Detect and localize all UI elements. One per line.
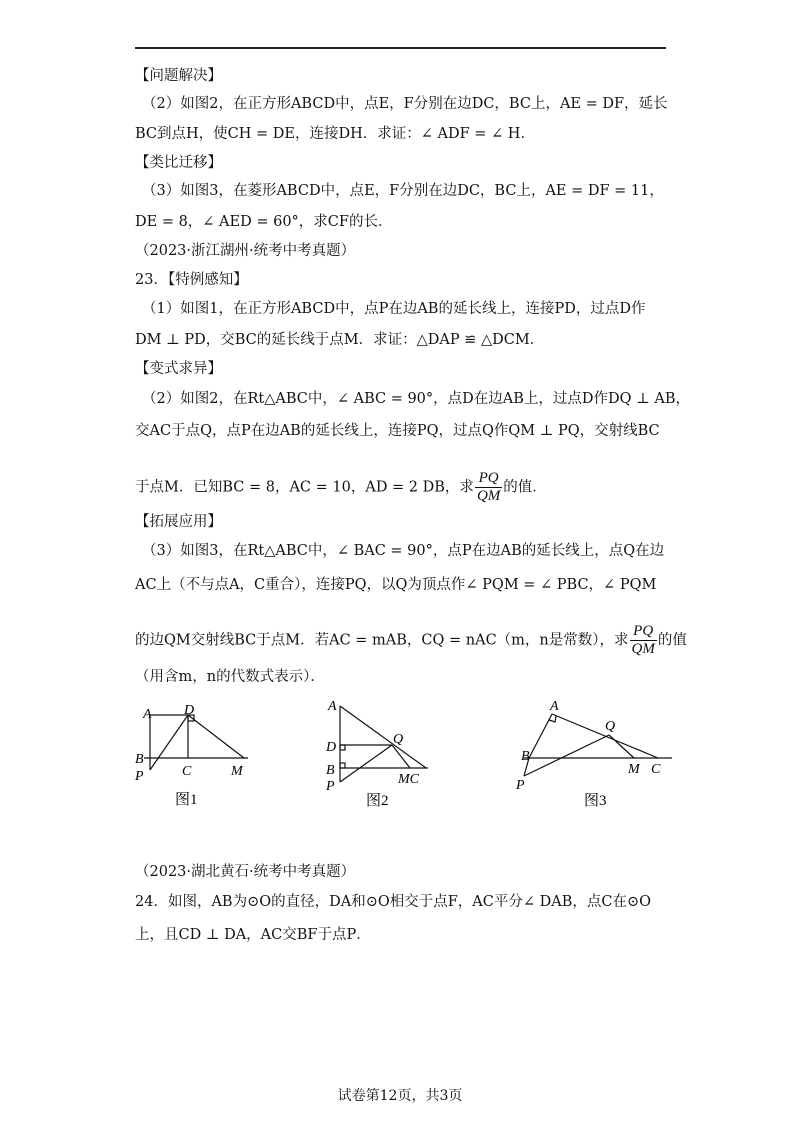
fig1-label-m: M [231, 764, 243, 779]
question-line: （3）如图3，在Rt△ABC中，∠ BAC = 90°，点P在边AB的延长线上，点Q在边 [142, 543, 665, 559]
question-line: （3）如图3，在菱形ABCD中，点E，F分别在边DC，BC上，AE = DF = 11， [142, 183, 664, 199]
question-line: （2）如图2，在正方形ABCD中，点E，F分别在边DC，BC上，AE = DF，延长 [142, 96, 668, 112]
question-line: （用含m，n的代数式表示）． [135, 669, 325, 685]
fig2-right-angle-b [340, 763, 345, 768]
question-line: （2023·湖北黄石·统考中考真题） [135, 864, 356, 880]
fig3-caption: 图3 [584, 793, 607, 809]
question-line: 【问题解决】 [135, 68, 222, 84]
figure-3 [512, 696, 677, 813]
question-line: DE = 8，∠ AED = 60°，求CF的长． [135, 214, 393, 230]
question-line: DM ⊥ PD，交BC的延长线于点M．求证：△DAP ≌ △DCM． [135, 332, 545, 348]
figure-2 [320, 698, 440, 813]
fig1-label-a: A [143, 707, 152, 722]
question-line: 24．如图，AB为⊙O的直径，DA和⊙O相交于点F，AC平分∠ DAB，点C在⊙O [135, 894, 652, 910]
fig1-label-c: C [182, 764, 192, 779]
fig3-label-q: Q [605, 719, 616, 734]
fig1-label-b: B [135, 752, 144, 767]
question-line: 【拓展应用】 [135, 514, 222, 530]
fig2-label-q: Q [393, 732, 404, 747]
question-line-14: 于点M．已知BC = 8，AC = 10，AD = 2 DB，求 $\frac{PQ}{QM}$ 的值． [135, 470, 547, 504]
fig3-label-p: P [516, 778, 525, 793]
fig3-label-c: C [651, 762, 661, 777]
question-line: 【变式求异】 [135, 361, 222, 377]
question-line: 上，且CD ⊥ DA，AC交BF于点P． [135, 927, 371, 943]
question-line: BC到点H，使CH = DE，连接DH．求证：∠ ADF = ∠ H． [135, 126, 535, 142]
fig2-caption: 图2 [366, 793, 389, 809]
fig1-label-p: P [135, 769, 144, 784]
question-line: AC上（不与点A，C重合），连接PQ，以Q为顶点作∠ PQM = ∠ PBC，∠ PQM [135, 577, 657, 593]
question-line: 交AC于点Q，点P在边AB的延长线上，连接PQ，过点Q作QM ⊥ PQ，交射线BC [135, 423, 660, 439]
question-line: （1）如图1，在正方形ABCD中，点P在边AB的延长线上，连接PD，过点D作 [142, 301, 646, 317]
question-line: 【类比迁移】 [135, 155, 222, 171]
fig2-right-angle-d [340, 745, 345, 750]
fig1-label-d: D [184, 703, 195, 718]
fig2-label-d: D [326, 740, 337, 755]
question-line-18: 的边QM交射线BC于点M．若AC = mAB，CQ = nAC（m，n是常数），求 $\frac{PQ}{QM}$ 的值 [135, 623, 687, 657]
fig2-label-mc: MC [398, 772, 419, 787]
fig3-label-a: A [550, 699, 559, 714]
page-footer: 试卷第12页，共3页 [337, 1088, 463, 1104]
fig3-label-m: M [628, 762, 640, 777]
fig3-line-pq [524, 735, 609, 776]
fig1-caption: 图1 [175, 792, 198, 808]
fig1-line-dp [150, 715, 188, 770]
fig2-side-ac [340, 706, 426, 768]
fraction-pq-qm: $\frac{PQ}{QM}$ [476, 470, 501, 504]
fraction-pq-qm: $\frac{PQ}{QM}$ [631, 623, 655, 657]
question-line: （2）如图2，在Rt△ABC中，∠ ABC = 90°，点D在边AB上，过点D作DQ ⊥ AB， [142, 391, 691, 407]
fig2-line-pq [340, 745, 392, 782]
fig3-label-b: B [521, 749, 530, 764]
question-line: （2023·浙江湖州·统考中考真题） [135, 243, 356, 259]
fig2-label-a: A [328, 699, 337, 714]
fig1-line-dm [188, 715, 244, 758]
fig2-line-qm [392, 745, 410, 768]
fig2-label-b: B [326, 763, 335, 778]
question-line: 23．【特例感知】 [135, 272, 248, 288]
fig3-side-ab [529, 714, 552, 758]
fig2-label-p: P [326, 779, 335, 794]
header-rule [135, 47, 666, 49]
figure-1 [130, 700, 260, 812]
